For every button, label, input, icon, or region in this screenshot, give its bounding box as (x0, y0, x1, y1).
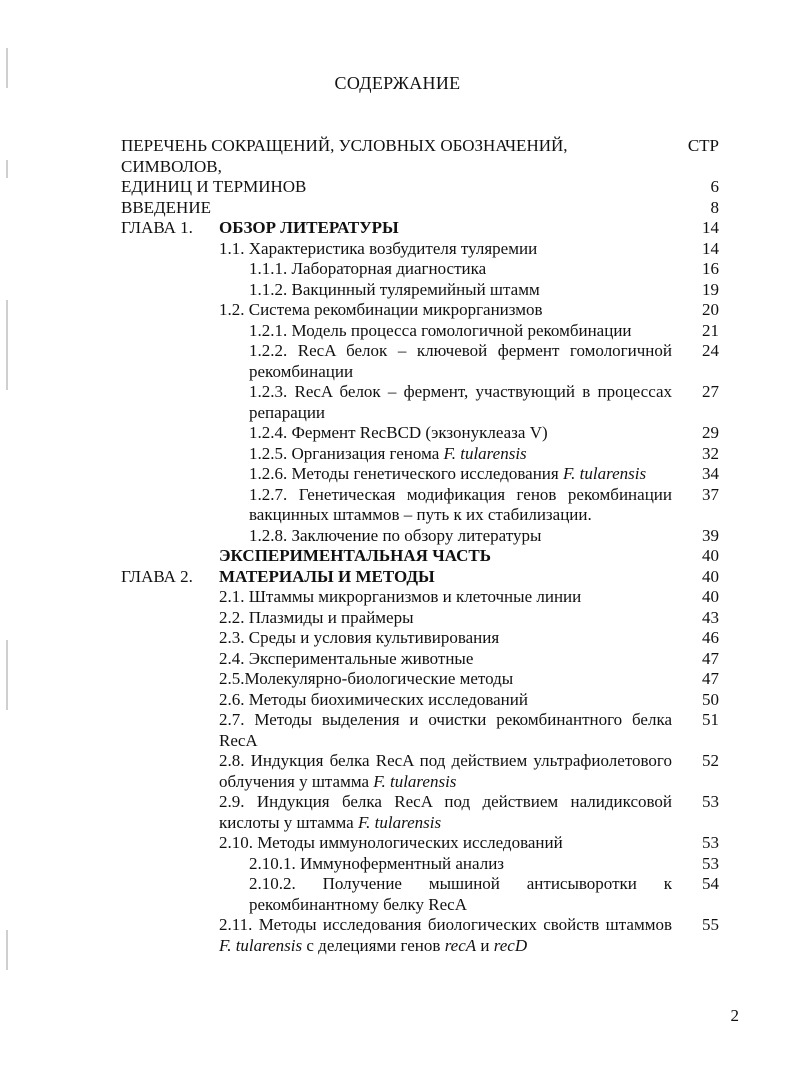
toc-page-number: 20 (702, 300, 719, 319)
toc-title-segment: 1.1. Характеристика возбудителя туляремии (219, 238, 538, 258)
toc-title-segment: F. tularensis (357, 812, 442, 832)
toc-page-number: 53 (702, 833, 719, 852)
toc-entry (0, 608, 795, 629)
toc-title-segment: recA (444, 935, 477, 955)
toc-entry-title (249, 341, 672, 382)
toc-entry-title (249, 382, 672, 423)
toc-page-number: 52 (702, 751, 719, 770)
toc-entry (0, 628, 795, 649)
toc-entry-title (249, 321, 672, 342)
toc-entry-title (249, 259, 672, 280)
toc-page-number: 14 (702, 238, 719, 258)
toc-title-segment: recD (493, 935, 528, 955)
toc-page-number: 51 (702, 710, 719, 729)
toc-entry (0, 587, 795, 608)
toc-page-number: 21 (702, 320, 719, 340)
toc-entry (0, 751, 795, 792)
toc-title-segment: 2.8. Индукция белка RecA под действием ультрафиолетового облучения у штамма (219, 751, 672, 791)
scan-mark (6, 48, 8, 88)
toc-page-number: 53 (702, 792, 719, 811)
toc-entry-title (219, 792, 672, 833)
toc-entry-title (249, 485, 672, 526)
toc-page-number: 19 (702, 279, 719, 299)
toc-entry (0, 423, 795, 444)
toc-page-number: 8 (710, 197, 719, 217)
toc-title-segment: ВВЕДЕНИЕ (121, 197, 211, 217)
toc-entry-title (249, 526, 672, 547)
toc-entry (0, 485, 795, 526)
chapter-label: ГЛАВА 2. (121, 566, 193, 586)
toc-title-segment: 2.11. Методы исследования биологических свойств штаммов (219, 915, 672, 934)
toc-entry (0, 710, 795, 751)
scan-mark (6, 160, 8, 178)
toc-title-segment: 1.1.1. Лабораторная диагностика (249, 259, 487, 278)
toc-entry-title (219, 690, 672, 711)
toc-entry-title (219, 628, 672, 649)
toc-entry (0, 669, 795, 690)
toc-title-segment: 1.2.8. Заключение по обзору литературы (249, 525, 542, 545)
toc-entry-title (219, 587, 672, 608)
toc-entry (0, 690, 795, 711)
toc-title-segment: 2.10. Методы иммунологических исследований (219, 833, 563, 852)
toc-title-segment: 2.5.Молекулярно-биологические методы (219, 669, 514, 688)
toc-entry (0, 854, 795, 875)
scan-mark (6, 930, 8, 970)
toc-entry (0, 792, 795, 833)
toc-title-segment: и (476, 935, 494, 955)
toc-title-segment: 1.2.3. RecA белок – фермент, участвующий в процессах репарации (249, 382, 672, 422)
toc-entry-title (249, 423, 672, 444)
toc-page-number: 27 (702, 382, 719, 401)
toc-title-segment: 2.7. Методы выделения и очистки рекомбинантного белка RecA (219, 710, 672, 750)
toc-title-segment: 2.2. Плазмиды и праймеры (219, 607, 414, 627)
toc-entry (0, 546, 795, 567)
toc-entry (0, 341, 795, 382)
toc-entry (0, 321, 795, 342)
toc-title-segment: ЕДИНИЦ И ТЕРМИНОВ (121, 177, 307, 196)
toc-entry (0, 915, 795, 956)
toc-page-number: 40 (702, 566, 719, 586)
toc-entry (0, 239, 795, 260)
toc-title-segment: 2.6. Методы биохимических исследований (219, 689, 528, 709)
toc-page-number: 6 (710, 177, 719, 196)
page-title: СОДЕРЖАНИЕ (334, 73, 461, 93)
toc-title-segment: 1.2. Система рекомбинации микрорганизмов (219, 300, 543, 319)
toc-page-number: 47 (702, 648, 719, 668)
toc-entry (0, 567, 795, 588)
toc-title-segment: F. tularensis (219, 935, 303, 955)
toc-page-number: 37 (702, 484, 719, 504)
toc-entry-title (121, 177, 681, 198)
toc-page-number: 46 (702, 628, 719, 647)
toc-entry-title (219, 218, 672, 239)
toc-page-number: 32 (702, 443, 719, 463)
toc-page-number: 24 (702, 341, 719, 360)
toc-title-segment: 1.2.2. RecA белок – ключевой фермент гомологичной рекомбинации (249, 341, 672, 381)
toc-title-segment: F. tularensis (373, 771, 457, 791)
toc-page-number: 16 (702, 259, 719, 278)
scan-mark (6, 300, 8, 390)
toc-entry (0, 136, 795, 157)
toc-title-segment: СИМВОЛОВ, (121, 156, 222, 176)
toc-entry (0, 382, 795, 423)
toc-title-segment: 1.2.5. Организация генома (249, 443, 444, 463)
toc-title-segment: 1.2.6. Методы генетического исследования (249, 464, 563, 483)
toc-page-number: 53 (702, 853, 719, 873)
toc-entry-title (219, 546, 672, 567)
toc-entry (0, 444, 795, 465)
toc-title-segment: 2.4. Экспериментальные животные (219, 648, 474, 668)
toc-page-number: СТР (687, 136, 719, 155)
toc-title-segment: 1.2.1. Модель процесса гомологичной рекомбинации (249, 320, 632, 340)
toc-entry-title (219, 567, 672, 588)
toc-page-number: 54 (702, 874, 719, 893)
chapter-label: ГЛАВА 1. (121, 218, 193, 237)
toc-page-number: 14 (702, 218, 719, 237)
toc-entry (0, 198, 795, 219)
toc-entry (0, 464, 795, 485)
toc-title-segment: ЭКСПЕРИМЕНТАЛЬНАЯ ЧАСТЬ (219, 546, 491, 565)
toc-entry-title (249, 280, 672, 301)
toc-title-segment: с делециями генов (302, 935, 445, 955)
toc-page-number: 43 (702, 607, 719, 627)
toc-entry-title (219, 649, 672, 670)
toc-entry (0, 259, 795, 280)
toc-entry-title (219, 669, 672, 690)
toc-entry (0, 218, 795, 239)
toc-title-segment: ОБЗОР ЛИТЕРАТУРЫ (219, 218, 399, 237)
toc-title-segment: ПЕРЕЧЕНЬ СОКРАЩЕНИЙ, УСЛОВНЫХ ОБОЗНАЧЕНИЙ, (121, 136, 568, 155)
toc-title-segment: 1.2.4. Фермент RecBCD (экзонуклеаза V) (249, 423, 548, 442)
toc-entry-title (219, 608, 672, 629)
toc-title-segment: 2.3. Среды и условия культивирования (219, 628, 500, 647)
toc-page-number: 40 (702, 546, 719, 565)
toc-entry-title (219, 710, 672, 751)
toc-entry-title (249, 444, 672, 465)
toc-entry (0, 177, 795, 198)
toc-title-segment: F. tularensis (562, 464, 647, 483)
toc-page-number: 55 (702, 915, 719, 934)
scan-mark (6, 640, 8, 710)
toc-page-number: 34 (702, 464, 719, 483)
toc-entry-title (219, 833, 672, 854)
toc-entry-title (249, 464, 672, 485)
toc-title-segment: F. tularensis (443, 443, 527, 463)
toc-title-segment: 2.1. Штаммы микрорганизмов и клеточные линии (219, 587, 582, 606)
toc-entry-title (121, 136, 681, 157)
toc-entry-title (219, 239, 672, 260)
toc-title-segment: 2.9. Индукция белка RecA под действием налидиксовой кислоты у штамма (219, 792, 672, 832)
page-number: 2 (730, 1006, 739, 1025)
toc-page-number: 47 (702, 669, 719, 688)
toc-page-number: 40 (702, 587, 719, 606)
toc-entry (0, 526, 795, 547)
toc-entry-title (121, 198, 681, 219)
toc-page-number: 50 (702, 689, 719, 709)
toc-entry (0, 300, 795, 321)
toc-entry-title (219, 751, 672, 792)
toc-entry-title (219, 300, 672, 321)
toc-title-segment: 1.2.7. Генетическая модификация генов рекомбинации вакцинных штаммов – путь к их стабилизации. (249, 484, 672, 524)
toc-title-segment: 1.1.2. Вакцинный туляремийный штамм (249, 279, 540, 299)
toc-page-number: 39 (702, 525, 719, 545)
toc-entry (0, 649, 795, 670)
toc-title-segment: МАТЕРИАЛЫ И МЕТОДЫ (219, 566, 435, 586)
toc-entry (0, 874, 795, 915)
toc-page-number: 29 (702, 423, 719, 442)
toc-title-segment: 2.10.2. Получение мышиной антисыворотки к рекомбинантному белку RecA (249, 874, 672, 914)
toc-entry (0, 833, 795, 854)
toc-entry-title (219, 915, 672, 956)
toc-entry-title (121, 157, 681, 178)
table-of-contents (0, 136, 795, 956)
toc-entry-title (249, 874, 672, 915)
toc-entry (0, 157, 795, 178)
toc-title-segment: 2.10.1. Иммуноферментный анализ (249, 853, 505, 873)
toc-entry-title (249, 854, 672, 875)
toc-entry (0, 280, 795, 301)
